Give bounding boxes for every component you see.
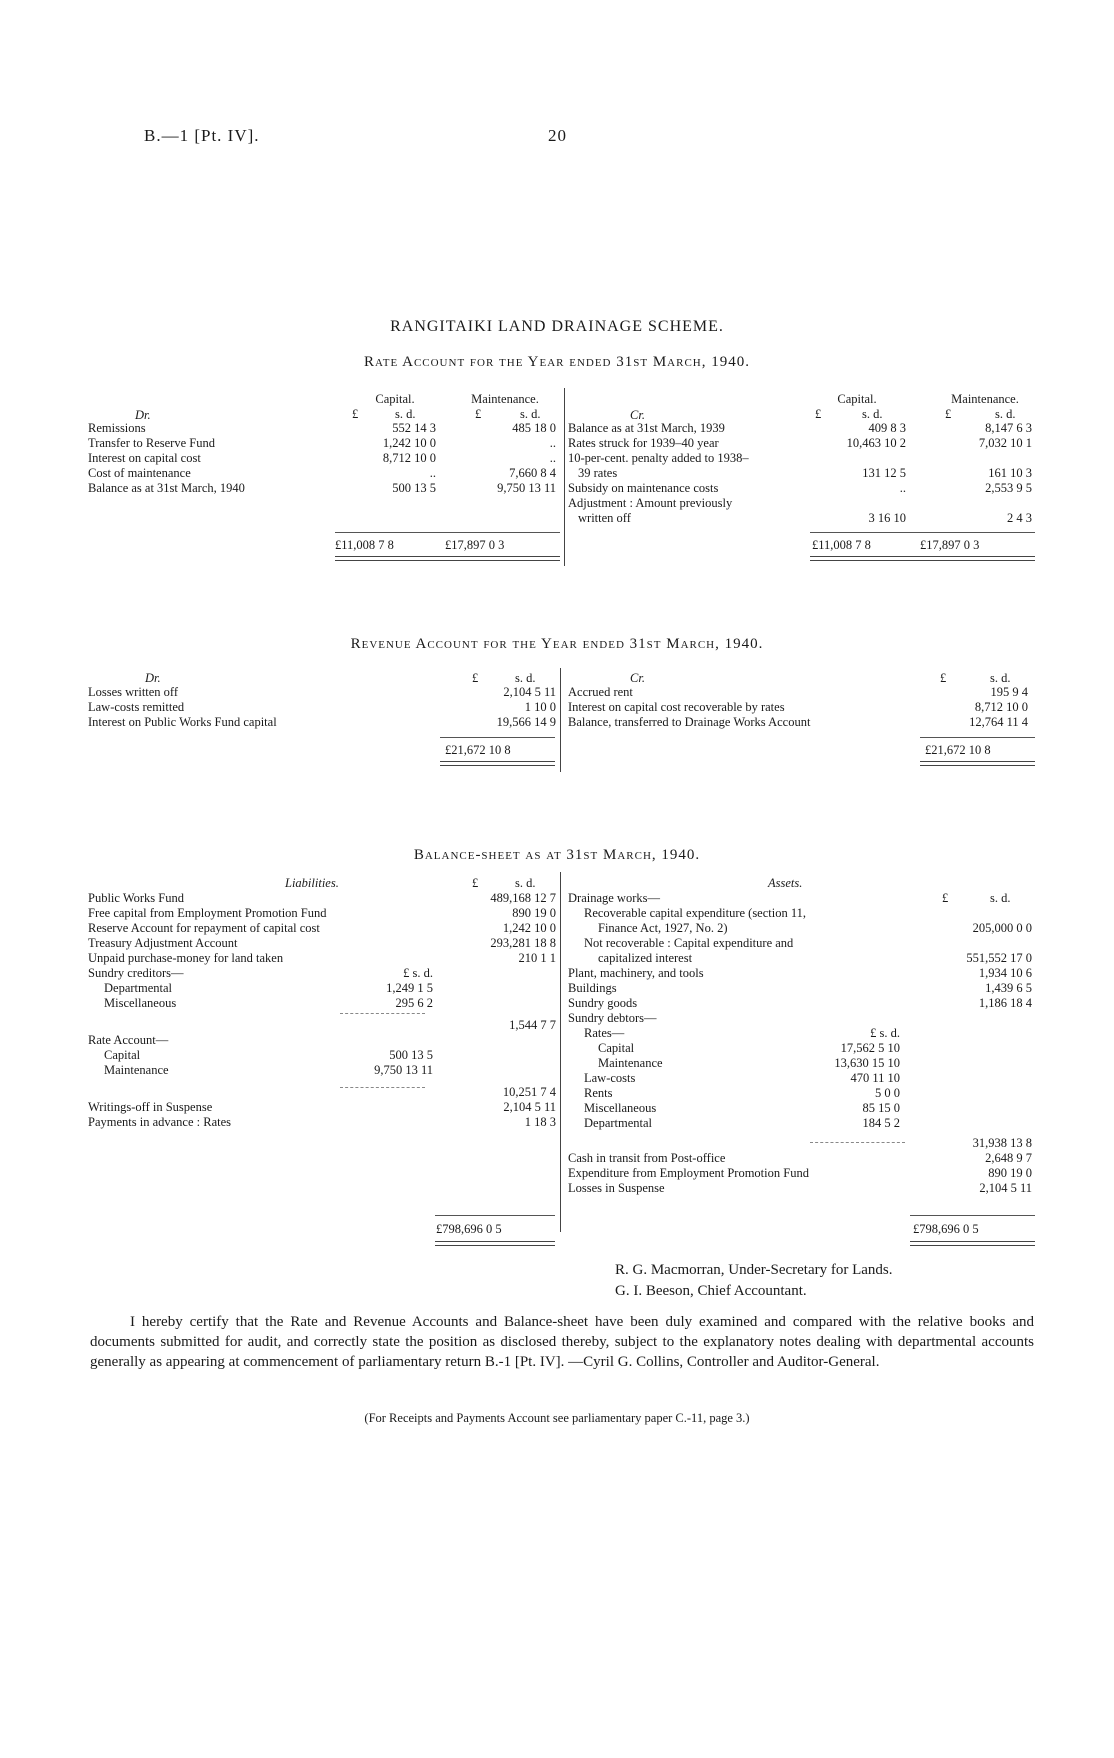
table-row: Law-costs 470 11 10 [584, 1071, 900, 1085]
table-row: Free capital from Employment Promotion Fund 890 19 0 [88, 906, 556, 920]
rate-cr-cap-pound: £ [815, 407, 822, 421]
liabilities-rows [88, 891, 558, 1130]
revenue-account-title: Revenue Account for the Year ended 31st March, 1940. [350, 636, 764, 652]
rate-dr-maintenance-header: Maintenance. [471, 392, 539, 406]
table-row: Transfer to Reserve Fund 1,242 10 0 .. [88, 436, 556, 450]
rate-cr-cap-sd: s. d. [862, 407, 883, 421]
revenue-cr-total-rule [920, 737, 1035, 738]
table-row: 10,251 7 4 [502, 1085, 556, 1099]
signature-under-secretary: R. G. Macmorran, Under-Secretary for Lands. [615, 1262, 893, 1278]
table-row: Cost of maintenance .. 7,660 8 4 [88, 466, 556, 480]
assets-label: Assets. [768, 876, 803, 890]
table-row: Payments in advance : Rates 1 18 3 [88, 1115, 556, 1129]
table-row: Plant, machinery, and tools 1,934 10 6 [568, 966, 1032, 980]
table-row: Accrued rent 195 9 4 [568, 685, 1028, 699]
rate-cr-capital-header: Capital. [837, 392, 877, 406]
rate-dr-mnt-pound: £ [475, 407, 482, 421]
balance-sheet-divider [560, 872, 561, 1232]
table-row: Writings-off in Suspense 2,104 5 11 [88, 1100, 556, 1114]
rate-dr-mnt-sd: s. d. [520, 407, 541, 421]
table-row: Interest on capital cost 8,712 10 0 .. [88, 451, 556, 465]
rate-dr-cap-pound: £ [352, 407, 359, 421]
rate-account-title: Rate Account for the Year ended 31st March, 1940. [364, 354, 750, 370]
table-row: Finance Act, 1927, No. 2) 205,000 0 0 [598, 921, 1032, 935]
rate-cr-total-double-rule [810, 556, 1035, 561]
table-row: Interest on Public Works Fund capital 19,566 14 9 [88, 715, 556, 729]
table-row: written off 3 16 10 2 4 3 [578, 511, 1032, 525]
liabilities-label: Liabilities. [285, 876, 339, 890]
rate-dr-cap-sd: s. d. [395, 407, 416, 421]
table-row: Sundry goods 1,186 18 4 [568, 996, 1032, 1010]
rate-cr-total-rule [810, 532, 1035, 533]
rate-cr-maintenance-header: Maintenance. [951, 392, 1019, 406]
signature-chief-accountant: G. I. Beeson, Chief Accountant. [615, 1283, 807, 1299]
table-row: Departmental 1,249 1 5 [104, 981, 433, 995]
table-row: Miscellaneous 295 6 2 [104, 996, 433, 1010]
rate-dr-total-double-rule [335, 556, 560, 561]
table-row: Maintenance 13,630 15 10 [598, 1056, 900, 1070]
balance-sheet-title: Balance-sheet as at 31st March, 1940. [413, 847, 701, 863]
liabilities-total-rule [435, 1215, 555, 1216]
rate-cr-label: Cr. [630, 408, 645, 422]
rate-divider [564, 388, 565, 566]
table-row: Sundry debtors— [568, 1011, 657, 1025]
revenue-cr-rows [568, 685, 1038, 730]
assets-total-double-rule [910, 1241, 1035, 1246]
table-row: Losses in Suspense 2,104 5 11 [568, 1181, 1032, 1195]
assets-total-rule [910, 1215, 1035, 1216]
table-row: Miscellaneous 85 15 0 [584, 1101, 900, 1115]
table-row: 31,938 13 8 [972, 1136, 1032, 1150]
table-row: Balance as at 31st March, 1940 500 13 5 9,750 13 11 [88, 481, 556, 495]
table-row: Rates— £ s. d. [584, 1026, 900, 1040]
table-row: Departmental 184 5 2 [584, 1116, 900, 1130]
table-row: Capital 500 13 5 [104, 1048, 433, 1062]
rate-subtotal-rule [340, 1087, 425, 1088]
revenue-cr-pound: £ [940, 671, 947, 685]
table-row: Remissions 552 14 3 485 18 0 [88, 421, 556, 435]
table-row: Rate Account— [88, 1033, 169, 1047]
revenue-divider [560, 668, 561, 772]
table-row: 10-per-cent. penalty added to 1938– [568, 451, 749, 465]
table-row: Unpaid purchase-money for land taken 210 1 1 [88, 951, 556, 965]
page-title: RANGITAIKI LAND DRAINAGE SCHEME. [390, 318, 724, 335]
liabilities-total: £798,696 0 5 [436, 1222, 502, 1236]
revenue-dr-total-double-rule [440, 761, 555, 766]
table-row: Capital 17,562 5 10 [598, 1041, 900, 1055]
table-row: Balance as at 31st March, 1939 409 8 3 8,147 6 3 [568, 421, 1032, 435]
rate-dr-rows [88, 421, 558, 496]
rate-dr-total-maintenance: £17,897 0 3 [445, 538, 505, 552]
revenue-dr-label: Dr. [145, 671, 161, 685]
liabilities-total-double-rule [435, 1241, 555, 1246]
revenue-dr-total-rule [440, 737, 555, 738]
revenue-dr-total: £21,672 10 8 [445, 743, 511, 757]
assets-sd: s. d. [990, 891, 1011, 905]
table-row: Not recoverable : Capital expenditure and [584, 936, 794, 950]
rate-cr-total-maintenance: £17,897 0 3 [920, 538, 980, 552]
table-row: capitalized interest 551,552 17 0 [598, 951, 1032, 965]
table-row: Treasury Adjustment Account 293,281 18 8 [88, 936, 556, 950]
table-row: Expenditure from Employment Promotion Fund 890 19 0 [568, 1166, 1032, 1180]
table-row: Law-costs remitted 1 10 0 [88, 700, 556, 714]
rate-cr-mnt-sd: s. d. [995, 407, 1016, 421]
debtors-subtotal-rule [810, 1142, 905, 1143]
table-row: Rents 5 0 0 [584, 1086, 900, 1100]
liab-sd: s. d. [515, 876, 536, 890]
rate-dr-capital-header: Capital. [375, 392, 415, 406]
table-row: Maintenance 9,750 13 11 [104, 1063, 433, 1077]
table-row: Sundry creditors— £ s. d. [88, 966, 433, 980]
document-reference: B.—1 [Pt. IV]. [144, 126, 260, 145]
rate-dr-total-rule [335, 532, 560, 533]
table-row: Buildings 1,439 6 5 [568, 981, 1032, 995]
liab-pound: £ [472, 876, 479, 890]
rate-dr-label: Dr. [135, 408, 151, 422]
creditors-subtotal-rule [340, 1013, 425, 1014]
table-row: Public Works Fund 489,168 12 7 [88, 891, 556, 905]
page-number: 20 [548, 126, 567, 145]
revenue-cr-sd: s. d. [990, 671, 1011, 685]
rate-cr-total-capital: £11,008 7 8 [812, 538, 871, 552]
footnote: (For Receipts and Payments Account see parliamentary paper C.-11, page 3.) [364, 1411, 750, 1425]
table-row: Adjustment : Amount previously [568, 496, 733, 510]
table-row: Rates struck for 1939–40 year 10,463 10 2 7,032 10 1 [568, 436, 1032, 450]
revenue-dr-sd: s. d. [515, 671, 536, 685]
assets-rows [568, 891, 1038, 1196]
table-row: Drainage works— [568, 891, 660, 905]
table-row: Recoverable capital expenditure (section 11, [584, 906, 807, 920]
revenue-cr-total: £21,672 10 8 [925, 743, 991, 757]
table-row: Cash in transit from Post-office 2,648 9 7 [568, 1151, 1032, 1165]
table-row: Losses written off 2,104 5 11 [88, 685, 556, 699]
table-row: Balance, transferred to Drainage Works Account 12,764 11 4 [568, 715, 1028, 729]
assets-total: £798,696 0 5 [913, 1222, 979, 1236]
rate-cr-mnt-pound: £ [945, 407, 952, 421]
revenue-cr-total-double-rule [920, 761, 1035, 766]
rate-dr-total-capital: £11,008 7 8 [335, 538, 394, 552]
table-row: Subsidy on maintenance costs .. 2,553 9 5 [568, 481, 1032, 495]
revenue-dr-rows [88, 685, 558, 730]
table-row: 39 rates 131 12 5 161 10 3 [578, 466, 1032, 480]
table-row: 1,544 7 7 [509, 1018, 556, 1032]
assets-pound: £ [942, 891, 949, 905]
revenue-dr-pound: £ [472, 671, 479, 685]
table-row: Reserve Account for repayment of capital cost 1,242 10 0 [88, 921, 556, 935]
table-row: Interest on capital cost recoverable by rates 8,712 10 0 [568, 700, 1028, 714]
audit-certification: I hereby certify that the Rate and Revenue Accounts and Balance-sheet have been duly examined and compared with the relative books and documents submitted for audit, and correctly state the position as disclosed thereby, subject to the explanatory notes dealing with departmental accounts generally as appearing at commencement of parliamentary return B.-1 [Pt. IV]. —Cyril G. Collins, Controller and Auditor-General. [90, 1314, 1034, 1370]
revenue-cr-label: Cr. [630, 671, 645, 685]
rate-cr-rows [568, 421, 1038, 526]
